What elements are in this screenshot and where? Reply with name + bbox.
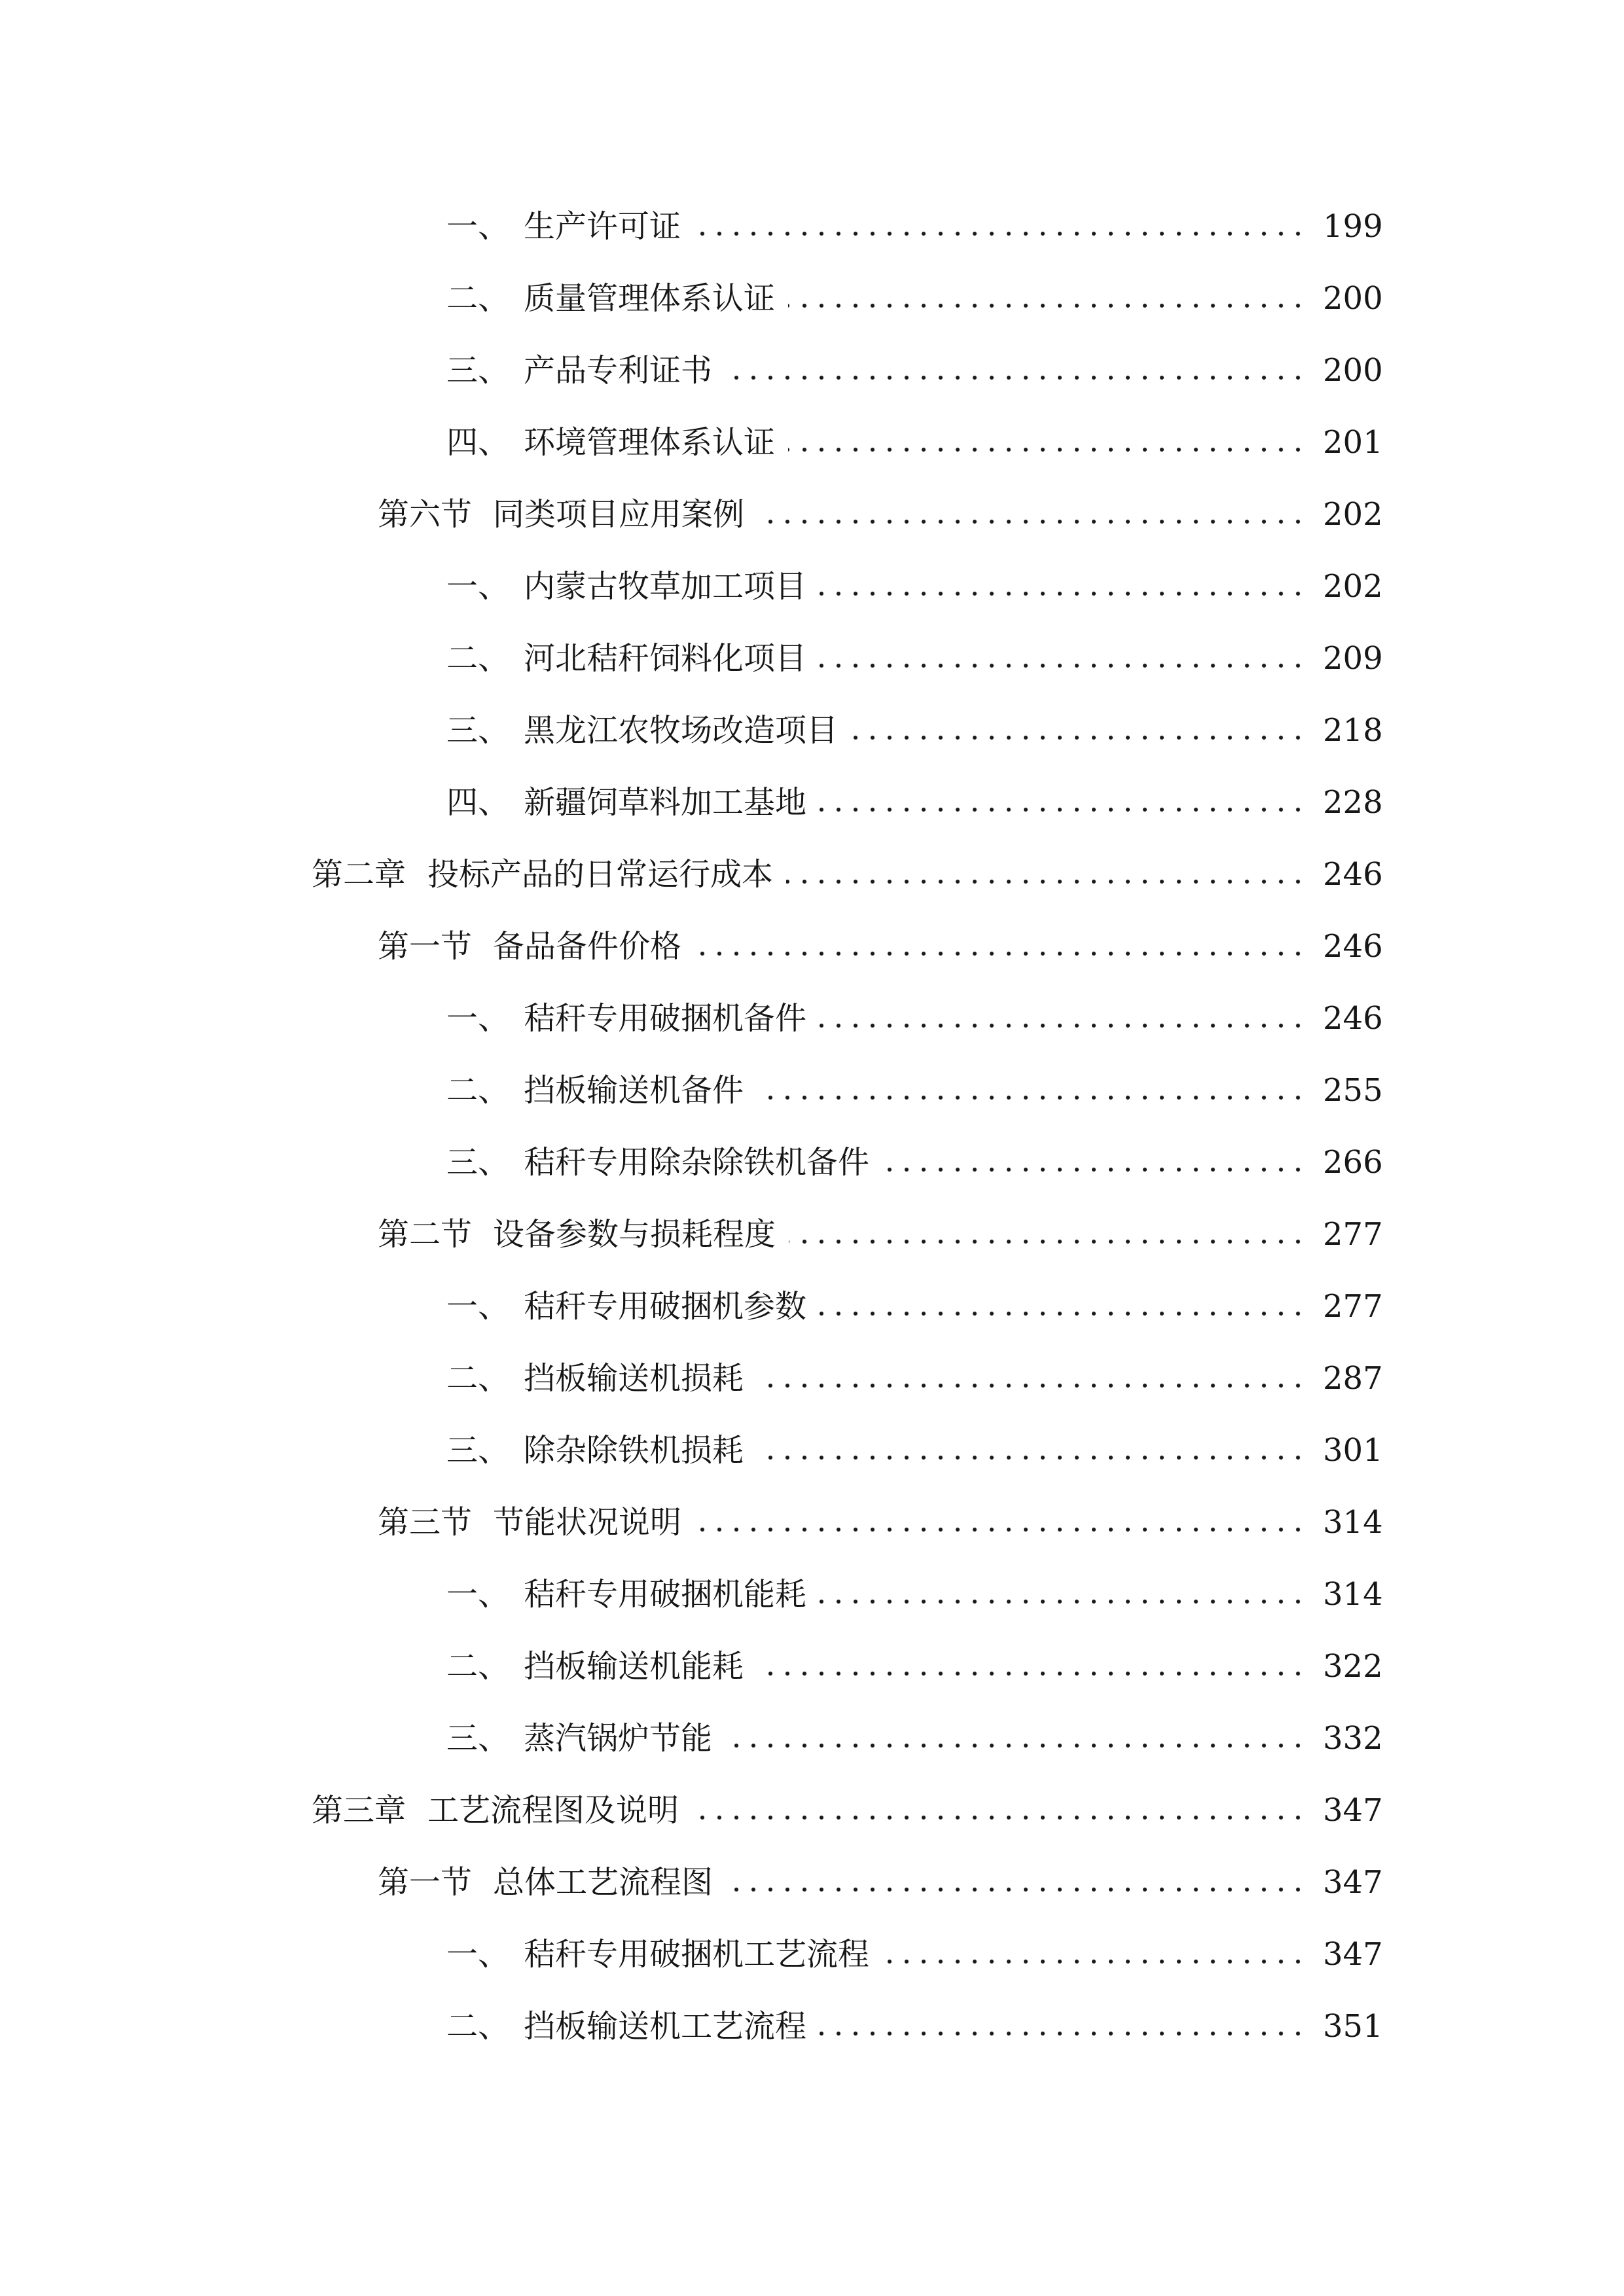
dot-leader — [695, 950, 1307, 957]
toc-section-entry — [0, 190, 1383, 262]
toc-entry-page: 322 — [1323, 1648, 1383, 1685]
toc-entry-page: 202 — [1323, 568, 1383, 605]
toc-section-entry — [0, 1630, 1383, 1702]
toc-entry-title: 备品备件价格 — [493, 928, 682, 965]
toc-entry-number: 第六节 — [378, 496, 473, 533]
toc-entry-page: 202 — [1323, 496, 1383, 533]
toc-entry-title: 生产许可证 — [524, 208, 681, 245]
toc-entry-title: 内蒙古牧草加工项目 — [524, 568, 807, 605]
toc-entry-title: 秸秆专用破捆机能耗 — [524, 1576, 807, 1613]
toc-entry-number: 第三节 — [378, 1504, 473, 1541]
toc-section-entry — [0, 406, 1383, 478]
toc-entry-page: 200 — [1323, 352, 1383, 389]
dot-leader — [851, 734, 1307, 741]
toc-entry-number: 一、 — [446, 1936, 510, 1973]
dot-leader — [757, 1382, 1307, 1389]
toc-entry-page: 266 — [1323, 1144, 1383, 1181]
toc-entry-number: 二、 — [446, 1360, 510, 1397]
toc-entry-title: 秸秆专用破捆机备件 — [524, 1000, 807, 1037]
dot-leader — [757, 1454, 1307, 1461]
dot-leader — [820, 1310, 1307, 1317]
toc-section-entry — [0, 1342, 1383, 1414]
toc-entry-number: 二、 — [446, 1648, 510, 1685]
toc-entry-title: 节能状况说明 — [493, 1504, 682, 1541]
toc-entry-title: 秸秆专用破捆机工艺流程 — [524, 1936, 870, 1973]
toc-entry-number: 一、 — [446, 1576, 510, 1613]
toc-entry-title: 蒸汽锅炉节能 — [524, 1720, 713, 1757]
toc-entry-page: 351 — [1323, 2008, 1383, 2045]
toc-entry-title: 挡板输送机损耗 — [524, 1360, 744, 1397]
toc-entry-number: 三、 — [446, 1720, 510, 1757]
dot-leader — [820, 1598, 1307, 1605]
toc-subchapter-entry — [0, 1198, 1383, 1270]
toc-entry-title: 设备参数与损耗程度 — [493, 1216, 776, 1253]
toc-subchapter-entry — [0, 478, 1383, 550]
toc-entry-number: 四、 — [446, 424, 510, 461]
toc-entry-number: 三、 — [446, 1432, 510, 1469]
toc-entry-title: 同类项目应用案例 — [493, 496, 745, 533]
toc-section-entry — [0, 1414, 1383, 1486]
toc-section-entry — [0, 1918, 1383, 1990]
toc-entry-page: 314 — [1323, 1504, 1383, 1541]
toc-entry-title: 挡板输送机备件 — [524, 1072, 744, 1109]
toc-entry-number: 第一节 — [378, 1864, 473, 1901]
toc-entry-page: 246 — [1323, 1000, 1383, 1037]
toc-entry-number: 一、 — [446, 208, 510, 245]
dot-leader — [725, 374, 1307, 381]
toc-entry-page: 314 — [1323, 1576, 1383, 1613]
dot-leader — [820, 662, 1307, 669]
dot-leader — [695, 1526, 1307, 1533]
toc-entry-page: 255 — [1323, 1072, 1383, 1109]
toc-section-entry — [0, 550, 1383, 622]
toc-entry-title: 工艺流程图及说明 — [427, 1792, 679, 1829]
toc-entry-title: 新疆饲草料加工基地 — [524, 784, 807, 821]
dot-leader — [692, 1814, 1307, 1821]
dot-leader — [694, 230, 1307, 237]
toc-section-entry — [0, 766, 1383, 838]
toc-entry-page: 347 — [1323, 1936, 1383, 1973]
toc-entry-page: 301 — [1323, 1432, 1383, 1469]
table-of-contents — [0, 190, 1383, 2062]
dot-leader — [757, 1094, 1307, 1101]
toc-entry-title: 秸秆专用除杂除铁机备件 — [524, 1144, 870, 1181]
toc-entry-number: 第二节 — [378, 1216, 473, 1253]
toc-entry-number: 第一节 — [378, 928, 473, 965]
toc-entry-page: 246 — [1323, 856, 1383, 893]
toc-entry-page: 287 — [1323, 1360, 1383, 1397]
toc-entry-page: 199 — [1323, 208, 1383, 245]
toc-entry-page: 246 — [1323, 928, 1383, 965]
toc-entry-title: 产品专利证书 — [524, 352, 713, 389]
toc-section-entry — [0, 1558, 1383, 1630]
toc-entry-title: 除杂除铁机损耗 — [524, 1432, 744, 1469]
toc-entry-page: 277 — [1323, 1216, 1383, 1253]
toc-entry-number: 三、 — [446, 352, 510, 389]
toc-section-entry — [0, 334, 1383, 406]
toc-subchapter-entry — [0, 910, 1383, 982]
toc-chapter-entry — [0, 838, 1383, 910]
toc-section-entry — [0, 1990, 1383, 2062]
toc-subchapter-entry — [0, 1846, 1383, 1918]
toc-entry-title: 环境管理体系认证 — [524, 424, 776, 461]
toc-section-entry — [0, 262, 1383, 334]
toc-entry-number: 三、 — [446, 1144, 510, 1181]
toc-entry-number: 一、 — [446, 568, 510, 605]
toc-entry-page: 218 — [1323, 712, 1383, 749]
toc-entry-number: 二、 — [446, 2008, 510, 2045]
toc-entry-page: 347 — [1323, 1864, 1383, 1901]
toc-entry-title: 挡板输送机工艺流程 — [524, 2008, 807, 2045]
dot-leader — [882, 1958, 1307, 1965]
dot-leader — [789, 1238, 1307, 1245]
dot-leader — [820, 590, 1307, 597]
toc-chapter-entry — [0, 1774, 1383, 1846]
toc-entry-number: 二、 — [446, 1072, 510, 1109]
dot-leader — [882, 1166, 1307, 1173]
dot-leader — [786, 878, 1307, 885]
dot-leader — [725, 1742, 1307, 1749]
dot-leader — [757, 518, 1307, 525]
toc-entry-page: 277 — [1323, 1288, 1383, 1325]
toc-subchapter-entry — [0, 1486, 1383, 1558]
toc-entry-number: 四、 — [446, 784, 510, 821]
toc-entry-title: 投标产品的日常运行成本 — [427, 856, 774, 893]
dot-leader — [788, 302, 1307, 309]
toc-entry-title: 黑龙江农牧场改造项目 — [524, 712, 839, 749]
dot-leader — [820, 2030, 1307, 2037]
toc-section-entry — [0, 1054, 1383, 1126]
toc-entry-number: 二、 — [446, 280, 510, 317]
toc-entry-page: 347 — [1323, 1792, 1383, 1829]
toc-entry-page: 201 — [1323, 424, 1383, 461]
toc-section-entry — [0, 1270, 1383, 1342]
toc-entry-number: 二、 — [446, 640, 510, 677]
toc-entry-number: 第三章 — [312, 1792, 406, 1829]
dot-leader — [757, 1670, 1307, 1677]
toc-section-entry — [0, 982, 1383, 1054]
toc-entry-title: 秸秆专用破捆机参数 — [524, 1288, 807, 1325]
toc-entry-page: 209 — [1323, 640, 1383, 677]
toc-entry-title: 挡板输送机能耗 — [524, 1648, 744, 1685]
toc-entry-number: 一、 — [446, 1000, 510, 1037]
toc-entry-number: 第二章 — [312, 856, 406, 893]
toc-section-entry — [0, 1702, 1383, 1774]
toc-entry-number: 三、 — [446, 712, 510, 749]
toc-section-entry — [0, 622, 1383, 694]
toc-section-entry — [0, 694, 1383, 766]
toc-entry-title: 河北秸秆饲料化项目 — [524, 640, 807, 677]
dot-leader — [788, 446, 1307, 453]
toc-entry-page: 228 — [1323, 784, 1383, 821]
toc-entry-title: 总体工艺流程图 — [493, 1864, 713, 1901]
toc-section-entry — [0, 1126, 1383, 1198]
toc-entry-page: 332 — [1323, 1720, 1383, 1757]
toc-entry-title: 质量管理体系认证 — [524, 280, 776, 317]
dot-leader — [726, 1886, 1307, 1893]
toc-entry-number: 一、 — [446, 1288, 510, 1325]
dot-leader — [820, 806, 1307, 813]
toc-entry-page: 200 — [1323, 280, 1383, 317]
dot-leader — [820, 1022, 1307, 1029]
